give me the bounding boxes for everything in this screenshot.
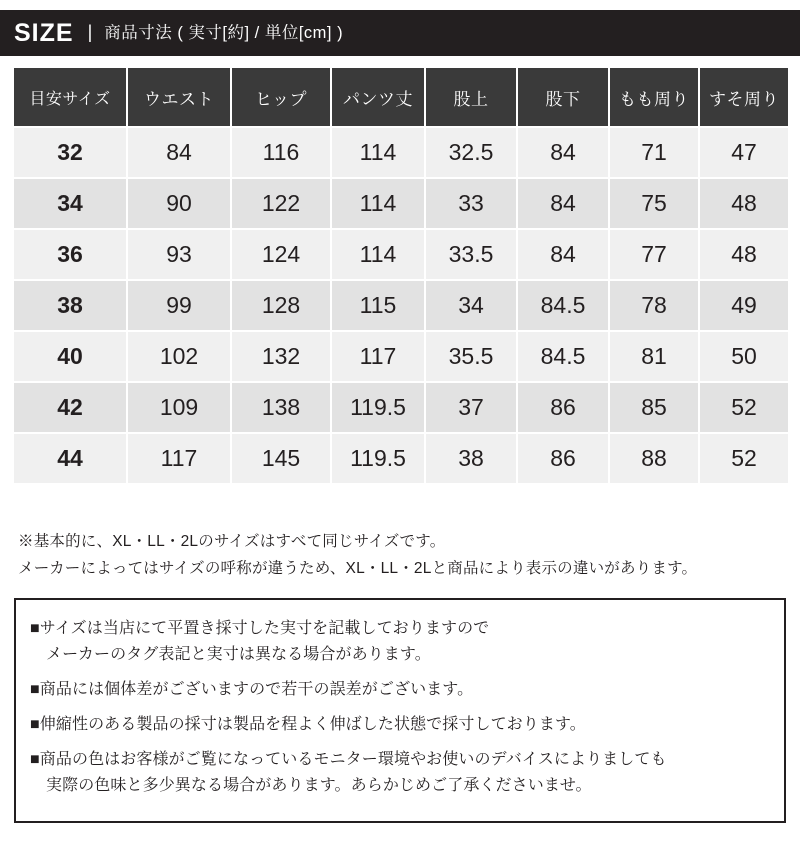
table-cell: 117 [331,331,425,382]
size-label-cell: 40 [13,331,127,382]
size-label-cell: 32 [13,127,127,178]
table-row [13,127,789,178]
table-cell: 32.5 [425,127,517,178]
table-cell: 84 [127,127,231,178]
column-header: ウエスト [127,67,231,127]
table-cell: 49 [699,280,789,331]
table-cell: 124 [231,229,331,280]
table-cell: 33.5 [425,229,517,280]
table-cell: 99 [127,280,231,331]
column-header: 目安サイズ [13,67,127,127]
table-cell: 85 [609,382,699,433]
table-cell: 84 [517,178,609,229]
table-row [13,331,789,382]
size-title: SIZE [14,18,74,47]
column-header: すそ周り [699,67,789,127]
table-row [13,280,789,331]
disclaimer-line-2: 実際の色味と多少異なる場合があります。あらかじめご了承くださいませ。 [46,776,592,794]
disclaimer-line-1: ■商品には個体差がございますので若干の誤差がございます。 [30,680,474,698]
table-cell: 122 [231,178,331,229]
table-row [13,178,789,229]
disclaimer-line-1: ■サイズは当店にて平置き採寸した実寸を記載しておりますので [30,620,490,637]
table-header-row [13,67,789,127]
size-measurement-table [12,66,790,485]
list-item [30,747,770,799]
size-label-cell: 36 [13,229,127,280]
table-cell: 128 [231,280,331,331]
size-label-cell: 44 [13,433,127,484]
table-cell: 48 [699,178,789,229]
table-cell: 115 [331,280,425,331]
list-item [30,712,770,738]
table-cell: 48 [699,229,789,280]
disclaimer-list [30,616,770,798]
table-cell: 109 [127,382,231,433]
table-cell: 37 [425,382,517,433]
disclaimer-line-1: ■商品の色はお客様がご覧になっているモニター環境やお使いのデバイスによりましても [30,750,667,768]
table-cell: 88 [609,433,699,484]
table-cell: 84.5 [517,331,609,382]
table-cell: 75 [609,178,699,229]
column-header: もも周り [609,67,699,127]
table-cell: 114 [331,127,425,178]
list-item [30,616,770,668]
table-cell: 145 [231,433,331,484]
size-label-cell: 42 [13,382,127,433]
table-cell: 138 [231,382,331,433]
size-notes [18,528,788,582]
table-row [13,229,789,280]
table-cell: 84.5 [517,280,609,331]
table-cell: 84 [517,127,609,178]
table-cell: 34 [425,280,517,331]
table-cell: 117 [127,433,231,484]
note-line: ※基本的に、XL・LL・2Lのサイズはすべて同じサイズです。 [18,533,446,550]
table-row [13,382,789,433]
header-divider: | [87,22,93,42]
column-header: パンツ丈 [331,67,425,127]
disclaimer-line-1: ■伸縮性のある製品の採寸は製品を程よく伸ばした状態で採寸しております。 [30,715,586,733]
table-row [13,433,789,484]
column-header: ヒップ [231,67,331,127]
column-header: 股下 [517,67,609,127]
disclaimer-box [14,598,786,823]
table-cell: 119.5 [331,433,425,484]
table-cell: 102 [127,331,231,382]
table-cell: 119.5 [331,382,425,433]
size-label-cell: 38 [13,280,127,331]
table-cell: 77 [609,229,699,280]
table-cell: 71 [609,127,699,178]
table-cell: 50 [699,331,789,382]
table-cell: 90 [127,178,231,229]
size-label-cell: 34 [13,178,127,229]
table-cell: 35.5 [425,331,517,382]
note-line: メーカーによってはサイズの呼称が違うため、XL・LL・2Lと商品により表示の違いがあります。 [18,560,698,578]
table-cell: 84 [517,229,609,280]
table-cell: 52 [699,433,789,484]
table-cell: 114 [331,229,425,280]
table-cell: 93 [127,229,231,280]
table-cell: 47 [699,127,789,178]
table-cell: 114 [331,178,425,229]
table-cell: 33 [425,178,517,229]
disclaimer-line-2: メーカーのタグ表記と実寸は異なる場合があります。 [46,645,431,663]
table-cell: 38 [425,433,517,484]
table-cell: 52 [699,382,789,433]
size-header-bar [0,10,800,56]
table-cell: 78 [609,280,699,331]
list-item [30,677,770,703]
table-cell: 86 [517,433,609,484]
table-cell: 81 [609,331,699,382]
column-header: 股上 [425,67,517,127]
table-cell: 116 [231,127,331,178]
table-cell: 86 [517,382,609,433]
header-subtitle: 商品寸法 ( 実寸[約] / 単位[cm] ) [104,23,344,42]
table-cell: 132 [231,331,331,382]
